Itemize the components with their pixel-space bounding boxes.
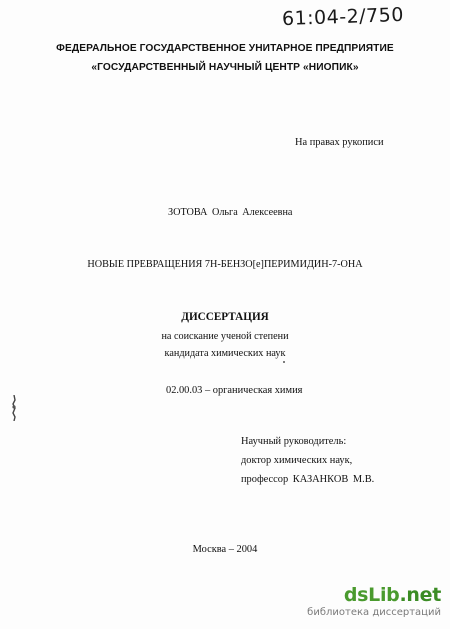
supervisor-degree: доктор химических наук, [241, 455, 353, 466]
dslib-watermark [307, 584, 447, 624]
watermark-logo-main: dsLib [343, 584, 400, 606]
author-name: ЗОТОВА Ольга Алексеевна [168, 207, 293, 218]
document-type: ДИССЕРТАЦИЯ [181, 311, 269, 323]
watermark-caption: библиотека диссертаций [307, 607, 441, 618]
watermark-logo-suffix: .net [399, 584, 441, 606]
archive-number-handwritten: 61:04-2/750 [281, 3, 405, 31]
organization-line-1: ФЕДЕРАЛЬНОЕ ГОСУДАРСТВЕННОЕ УНИТАРНОЕ ПРЕДПРИЯТИЕ [56, 43, 394, 54]
watermark-logo [344, 584, 441, 606]
degree-line-1: на соискание ученой степени [161, 331, 289, 342]
specialty-code: 02.00.03 – органическая химия [166, 385, 303, 396]
scan-smudge [11, 395, 17, 421]
thesis-title: НОВЫЕ ПРЕВРАЩЕНИЯ 7Н-БЕНЗО[е]ПЕРИМИДИН-7-ОНА [87, 259, 363, 270]
supervisor-heading: Научный руководитель: [241, 436, 347, 447]
rights-note: На правах рукописи [295, 137, 384, 148]
scan-speck [283, 361, 285, 363]
degree-line-2: кандидата химических наук [164, 348, 286, 359]
city-year: Москва – 2004 [192, 544, 258, 555]
supervisor-name: профессор КАЗАНКОВ М.В. [241, 474, 375, 485]
organization-line-2: «ГОСУДАРСТВЕННЫЙ НАУЧНЫЙ ЦЕНТР «НИОПИК» [91, 62, 359, 73]
